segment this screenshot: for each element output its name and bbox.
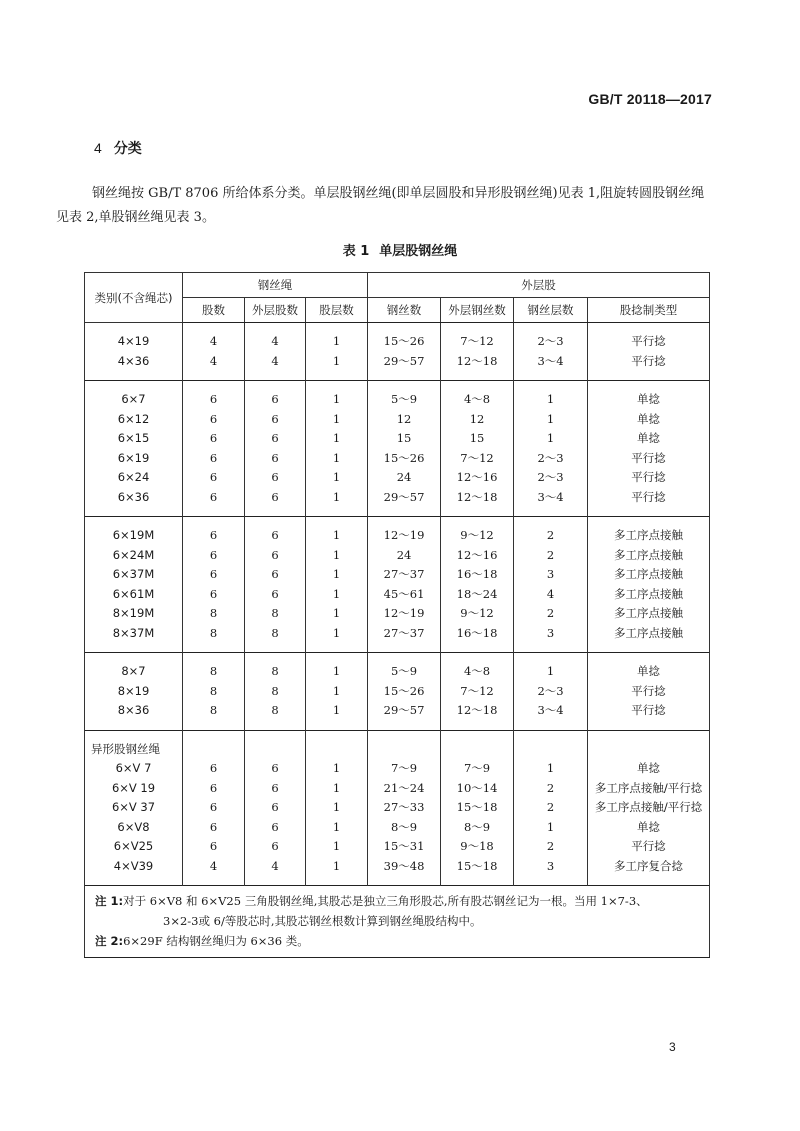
cell-value-wire-layers: 3～4 bbox=[537, 703, 564, 717]
table-group bbox=[85, 381, 710, 517]
cell-value-outer-strands: 6 bbox=[271, 761, 279, 775]
cell-value-outer-strands: 6 bbox=[271, 819, 279, 834]
cell-value-outer-strands: 8 bbox=[271, 606, 279, 620]
cell-value-lay-type: 平行捻 bbox=[631, 450, 666, 465]
cell-value-wire-layers: 3 bbox=[546, 858, 555, 873]
cell-value-strand-layers: 1 bbox=[332, 470, 341, 484]
cell-value-category: 6×36 bbox=[117, 489, 150, 504]
cell-value-wires: 15～26 bbox=[383, 450, 425, 465]
cell-value-category: 8×37M bbox=[112, 625, 155, 640]
header-strand-layers: 股层数 bbox=[306, 298, 368, 323]
cell-value-strands: 8 bbox=[209, 664, 218, 678]
cell-value-wires: 27～37 bbox=[383, 625, 425, 640]
cell-value-outer-wires: 18～24 bbox=[456, 586, 498, 601]
cell-value-strand-layers: 1 bbox=[332, 761, 341, 775]
cell-value-lay-type: 多工序点接触 bbox=[614, 606, 684, 620]
cell-value-outer-strands: 6 bbox=[271, 392, 279, 406]
cell-wire-layers bbox=[514, 381, 588, 517]
cell-value-strand-layers: 1 bbox=[332, 664, 341, 678]
note bbox=[85, 931, 709, 951]
cell-value-category: 4×36 bbox=[117, 353, 150, 368]
cell-value-outer-strands: 6 bbox=[271, 528, 279, 542]
cell-value-wires: 27～37 bbox=[383, 567, 425, 581]
classification-table bbox=[84, 272, 710, 958]
cell-value-outer-strands: 4 bbox=[271, 334, 279, 348]
cell-value-wires: 12～19 bbox=[383, 528, 425, 542]
cell-value-wires: 15 bbox=[396, 431, 412, 445]
note-tag: 注 2: bbox=[95, 934, 124, 948]
cell-value-category: 6×V25 bbox=[113, 839, 154, 853]
cell-value-wires: 8～9 bbox=[390, 819, 418, 834]
cell-value-wire-layers: 2 bbox=[546, 800, 555, 814]
cell-value-lay-type: 多工序复合捻 bbox=[614, 858, 684, 873]
cell-value-wire-layers: 4 bbox=[546, 586, 555, 601]
cell-value-wire-layers: 2 bbox=[546, 606, 555, 620]
cell-value-wire-layers: 3 bbox=[546, 567, 555, 581]
cell-value-wires: 15～26 bbox=[383, 334, 425, 348]
cell-lay-type bbox=[588, 381, 710, 517]
cell-value-category: 6×37M bbox=[112, 567, 155, 581]
cell-value-wire-layers: 2 bbox=[546, 547, 555, 562]
cell-outer-strands bbox=[245, 730, 306, 886]
cell-value-outer-wires: 15～18 bbox=[456, 800, 498, 814]
cell-category bbox=[85, 381, 183, 517]
cell-value-wires: 29～57 bbox=[383, 703, 425, 717]
cell-category bbox=[85, 517, 183, 653]
cell-value-lay-type: 平行捻 bbox=[631, 334, 666, 348]
cell-value-outer-wires: 9～12 bbox=[460, 528, 494, 542]
spacer bbox=[306, 740, 367, 760]
cell-value-wire-layers: 1 bbox=[546, 411, 555, 426]
cell-strands bbox=[183, 517, 245, 653]
table-row bbox=[85, 653, 710, 731]
cell-value-outer-wires: 7～12 bbox=[460, 334, 494, 348]
cell-strand-layers bbox=[306, 517, 368, 653]
cell-value-strand-layers: 1 bbox=[332, 683, 341, 698]
page-number: 3 bbox=[669, 1040, 676, 1054]
cell-value-wires: 29～57 bbox=[383, 489, 425, 504]
spacer bbox=[588, 740, 709, 760]
cell-lay-type bbox=[588, 323, 710, 381]
note bbox=[85, 891, 709, 911]
table-group bbox=[85, 653, 710, 731]
cell-value-outer-wires: 9～18 bbox=[460, 839, 494, 853]
cell-value-strands: 6 bbox=[209, 470, 218, 484]
cell-value-strands: 6 bbox=[209, 528, 218, 542]
cell-value-wire-layers: 1 bbox=[546, 819, 555, 834]
cell-value-strand-layers: 1 bbox=[332, 392, 341, 406]
cell-value-lay-type: 多工序点接触 bbox=[614, 625, 684, 640]
cell-value-wires: 5～9 bbox=[390, 392, 418, 406]
cell-wires bbox=[368, 381, 441, 517]
table-group bbox=[85, 517, 710, 653]
cell-value-wire-layers: 1 bbox=[546, 431, 555, 445]
cell-value-strands: 6 bbox=[209, 489, 218, 504]
table-group bbox=[85, 323, 710, 381]
cell-value-lay-type: 平行捻 bbox=[631, 703, 666, 717]
cell-value-outer-wires: 16～18 bbox=[456, 625, 498, 640]
cell-value-outer-wires: 12～18 bbox=[456, 703, 498, 717]
cell-value-outer-strands: 6 bbox=[271, 489, 279, 504]
cell-value-wire-layers: 2 bbox=[546, 839, 555, 853]
cell-value-category: 8×36 bbox=[117, 703, 150, 717]
cell-value-outer-wires: 10～14 bbox=[456, 780, 498, 795]
cell-value-strand-layers: 1 bbox=[332, 547, 341, 562]
cell-wire-layers bbox=[514, 517, 588, 653]
cell-value-outer-strands: 6 bbox=[271, 431, 279, 445]
cell-outer-wires bbox=[441, 517, 514, 653]
cell-value-outer-wires: 12 bbox=[469, 411, 485, 426]
cell-value-wires: 27～33 bbox=[383, 800, 425, 814]
cell-outer-strands bbox=[245, 381, 306, 517]
cell-value-strand-layers: 1 bbox=[332, 334, 341, 348]
cell-strand-layers bbox=[306, 653, 368, 731]
cell-value-strands: 6 bbox=[209, 567, 218, 581]
cell-value-wires: 29～57 bbox=[383, 353, 425, 368]
cell-value-outer-wires: 12～16 bbox=[456, 470, 498, 484]
header-outer-wires: 外层钢丝数 bbox=[441, 298, 514, 323]
cell-value-category: 6×15 bbox=[117, 431, 150, 445]
spacer bbox=[368, 740, 440, 760]
cell-value-strands: 6 bbox=[209, 839, 218, 853]
cell-value-category: 8×19M bbox=[112, 606, 155, 620]
note-continuation: 3×2-3或 6/等股芯时,其股芯钢丝根数计算到钢丝绳股结构中。 bbox=[163, 914, 482, 928]
cell-lay-type bbox=[588, 730, 710, 886]
cell-strands bbox=[183, 381, 245, 517]
cell-lay-type bbox=[588, 653, 710, 731]
cell-value-wires: 12～19 bbox=[383, 606, 425, 620]
cell-value-strands: 6 bbox=[209, 761, 218, 775]
header-lay-type: 股捻制类型 bbox=[588, 298, 710, 323]
cell-wire-layers bbox=[514, 653, 588, 731]
cell-value-strand-layers: 1 bbox=[332, 586, 341, 601]
cell-value-category: 6×19 bbox=[117, 450, 150, 465]
table-row bbox=[85, 381, 710, 517]
cell-value-category: 6×12 bbox=[117, 411, 150, 426]
cell-value-wire-layers: 2 bbox=[546, 528, 555, 542]
section-number: 4 bbox=[94, 140, 102, 156]
cell-value-strand-layers: 1 bbox=[332, 606, 341, 620]
header-wire-layers: 钢丝层数 bbox=[514, 298, 588, 323]
cell-value-strand-layers: 1 bbox=[332, 489, 341, 504]
section-title: 分类 bbox=[113, 141, 142, 157]
cell-outer-wires bbox=[441, 653, 514, 731]
cell-value-outer-strands: 6 bbox=[271, 780, 279, 795]
cell-value-outer-wires: 7～9 bbox=[463, 761, 491, 775]
cell-value-strands: 8 bbox=[209, 606, 218, 620]
cell-value-outer-wires: 7～12 bbox=[460, 683, 494, 698]
spacer bbox=[441, 740, 513, 760]
cell-strands bbox=[183, 323, 245, 381]
cell-value-outer-wires: 16～18 bbox=[456, 567, 498, 581]
cell-value-lay-type: 单捻 bbox=[637, 664, 661, 678]
standard-code: GB/T 20118—2017 bbox=[588, 91, 712, 107]
cell-value-outer-wires: 4～8 bbox=[463, 392, 491, 406]
cell-lay-type bbox=[588, 517, 710, 653]
cell-value-outer-wires: 4～8 bbox=[463, 664, 491, 678]
cell-value-strands: 4 bbox=[209, 353, 218, 368]
cell-value-category: 6×V 19 bbox=[111, 780, 156, 795]
cell-value-lay-type: 平行捻 bbox=[631, 839, 666, 853]
cell-value-wires: 15～31 bbox=[383, 839, 425, 853]
cell-value-outer-wires: 15～18 bbox=[456, 858, 498, 873]
notes-cell bbox=[85, 886, 710, 958]
cell-strands bbox=[183, 653, 245, 731]
cell-value-outer-strands: 8 bbox=[271, 703, 279, 717]
cell-wires bbox=[368, 653, 441, 731]
cell-value-lay-type: 平行捻 bbox=[631, 353, 666, 368]
cell-value-category: 6×24 bbox=[117, 470, 150, 484]
cell-value-category: 6×24M bbox=[112, 547, 155, 562]
cell-value-lay-type: 单捻 bbox=[637, 411, 661, 426]
cell-value-outer-strands: 6 bbox=[271, 547, 279, 562]
cell-value-outer-strands: 6 bbox=[271, 411, 279, 426]
header-strands: 股数 bbox=[183, 298, 245, 323]
header-category: 类别(不含绳芯) bbox=[85, 273, 183, 323]
cell-value-wires: 21～24 bbox=[383, 780, 425, 795]
cell-value-wires: 45～61 bbox=[383, 586, 425, 601]
cell-value-lay-type: 平行捻 bbox=[631, 489, 666, 504]
cell-value-wires: 24 bbox=[396, 547, 412, 562]
cell-outer-wires bbox=[441, 323, 514, 381]
cell-wires bbox=[368, 323, 441, 381]
cell-value-lay-type: 单捻 bbox=[637, 392, 661, 406]
cell-value-lay-type: 单捻 bbox=[637, 431, 661, 445]
cell-outer-wires bbox=[441, 381, 514, 517]
cell-value-strands: 8 bbox=[209, 683, 218, 698]
cell-value-strands: 6 bbox=[209, 450, 218, 465]
cell-value-outer-strands: 8 bbox=[271, 683, 279, 698]
cell-value-lay-type: 平行捻 bbox=[631, 683, 666, 698]
cell-category bbox=[85, 323, 183, 381]
header-group-outer-strand: 外层股 bbox=[368, 273, 710, 298]
cell-outer-strands bbox=[245, 653, 306, 731]
cell-outer-wires bbox=[441, 730, 514, 886]
cell-value-strand-layers: 1 bbox=[332, 625, 341, 640]
cell-value-category: 6×19M bbox=[112, 528, 155, 542]
cell-value-outer-wires: 7～12 bbox=[460, 450, 494, 465]
cell-value-lay-type: 平行捻 bbox=[631, 470, 666, 484]
cell-value-strand-layers: 1 bbox=[332, 839, 341, 853]
cell-value-category: 6×61M bbox=[112, 586, 155, 601]
cell-strand-layers bbox=[306, 323, 368, 381]
spacer bbox=[514, 740, 587, 760]
cell-value-strands: 6 bbox=[209, 431, 218, 445]
cell-value-outer-strands: 6 bbox=[271, 567, 279, 581]
cell-value-outer-strands: 4 bbox=[271, 353, 279, 368]
cell-wires bbox=[368, 517, 441, 653]
cell-value-strands: 6 bbox=[209, 780, 218, 795]
cell-value-outer-strands: 8 bbox=[271, 625, 279, 640]
cell-value-lay-type: 多工序点接触/平行捻 bbox=[594, 800, 703, 814]
spacer bbox=[183, 740, 244, 760]
cell-wire-layers bbox=[514, 323, 588, 381]
section-heading bbox=[94, 138, 142, 158]
cell-value-wire-layers: 2～3 bbox=[537, 683, 564, 698]
cell-value-outer-wires: 8～9 bbox=[463, 819, 491, 834]
cell-value-strands: 6 bbox=[209, 800, 218, 814]
cell-strand-layers bbox=[306, 381, 368, 517]
note-text: 对于 6×V8 和 6×V25 三角股钢丝绳,其股芯是独立三角形股芯,所有股芯钢丝记为一根。当用 1×7-3、 bbox=[123, 894, 648, 908]
cell-value-outer-wires: 12～18 bbox=[456, 489, 498, 504]
cell-value-lay-type: 单捻 bbox=[637, 761, 661, 775]
cell-value-outer-strands: 6 bbox=[271, 839, 279, 853]
header-wires: 钢丝数 bbox=[368, 298, 441, 323]
cell-value-wires: 15～26 bbox=[383, 683, 425, 698]
cell-strand-layers bbox=[306, 730, 368, 886]
table-caption bbox=[0, 240, 800, 259]
cell-value-category: 8×19 bbox=[117, 683, 150, 698]
cell-value-category: 6×V 7 bbox=[115, 761, 152, 775]
cell-value-outer-wires: 12～16 bbox=[456, 547, 498, 562]
cell-value-wires: 24 bbox=[396, 470, 412, 484]
cell-value-wires: 5～9 bbox=[390, 664, 418, 678]
cell-value-strands: 8 bbox=[209, 703, 218, 717]
cell-value-category: 6×V 37 bbox=[111, 800, 156, 814]
cell-value-category: 4×V39 bbox=[113, 858, 154, 873]
cell-value-category: 6×V8 bbox=[117, 819, 150, 834]
cell-outer-strands bbox=[245, 323, 306, 381]
cell-value-lay-type: 多工序点接触 bbox=[614, 528, 684, 542]
cell-value-lay-type: 多工序点接触 bbox=[614, 567, 684, 581]
table-header bbox=[85, 273, 710, 323]
cell-value-strands: 6 bbox=[209, 411, 218, 426]
cell-value-outer-strands: 6 bbox=[271, 800, 279, 814]
note-text: 6×29F 结构钢丝绳归为 6×36 类。 bbox=[123, 934, 309, 948]
cell-value-lay-type: 单捻 bbox=[637, 819, 661, 834]
table-group bbox=[85, 730, 710, 886]
cell-value-wire-layers: 2 bbox=[546, 780, 555, 795]
cell-value-wire-layers: 2～3 bbox=[537, 450, 564, 465]
cell-value-wire-layers: 3 bbox=[546, 625, 555, 640]
cell-value-strand-layers: 1 bbox=[332, 780, 341, 795]
table-row bbox=[85, 517, 710, 653]
cell-value-strands: 6 bbox=[209, 819, 218, 834]
cell-category bbox=[85, 653, 183, 731]
cell-value-category: 4×19 bbox=[117, 334, 150, 348]
intro-paragraph: 钢丝绳按 GB/T 8706 所给体系分类。单层股钢丝绳(即单层圆股和异形股钢丝绳)见表 1,阻旋转圆股钢丝绳见表 2,单股钢丝绳见表 3。 bbox=[56, 186, 705, 225]
cell-value-strand-layers: 1 bbox=[332, 411, 341, 426]
cell-value-strand-layers: 1 bbox=[332, 567, 341, 581]
cell-value-wire-layers: 2～3 bbox=[537, 334, 564, 348]
table-notes bbox=[85, 886, 710, 958]
cell-value-strands: 6 bbox=[209, 392, 218, 406]
cell-value-strand-layers: 1 bbox=[332, 819, 341, 834]
cell-value-wires: 39～48 bbox=[383, 858, 425, 873]
cell-value-wire-layers: 3～4 bbox=[537, 353, 564, 368]
cell-category bbox=[85, 730, 183, 886]
cell-value-outer-wires: 9～12 bbox=[460, 606, 494, 620]
cell-value-outer-strands: 6 bbox=[271, 450, 279, 465]
cell-value-wire-layers: 2～3 bbox=[537, 470, 564, 484]
header-group-rope: 钢丝绳 bbox=[183, 273, 368, 298]
cell-value-wire-layers: 3～4 bbox=[537, 489, 564, 504]
table-caption-title: 单层股钢丝绳 bbox=[379, 244, 458, 259]
cell-value-strands: 6 bbox=[209, 586, 218, 601]
header-outer-strands: 外层股数 bbox=[245, 298, 306, 323]
group-label: 异形股钢丝绳 bbox=[91, 741, 160, 756]
cell-value-outer-strands: 6 bbox=[271, 586, 279, 601]
cell-value-strands: 4 bbox=[209, 858, 218, 873]
cell-value-wires: 12 bbox=[396, 411, 412, 426]
cell-value-wire-layers: 1 bbox=[546, 761, 555, 775]
cell-value-strands: 6 bbox=[209, 547, 218, 562]
cell-value-lay-type: 多工序点接触/平行捻 bbox=[594, 780, 703, 795]
spacer bbox=[245, 740, 305, 760]
cell-value-strand-layers: 1 bbox=[332, 703, 341, 717]
table-row bbox=[85, 730, 710, 886]
cell-value-lay-type: 多工序点接触 bbox=[614, 586, 684, 601]
cell-value-wire-layers: 1 bbox=[546, 392, 555, 406]
cell-value-strand-layers: 1 bbox=[332, 528, 341, 542]
cell-value-outer-strands: 4 bbox=[271, 858, 279, 873]
cell-value-category: 6×7 bbox=[121, 392, 146, 406]
cell-value-strand-layers: 1 bbox=[332, 431, 341, 445]
cell-value-strands: 8 bbox=[209, 625, 218, 640]
cell-value-strand-layers: 1 bbox=[332, 353, 341, 368]
cell-value-outer-wires: 12～18 bbox=[456, 353, 498, 368]
cell-value-strands: 4 bbox=[209, 334, 218, 348]
table-row bbox=[85, 323, 710, 381]
cell-value-strand-layers: 1 bbox=[332, 450, 341, 465]
cell-value-strand-layers: 1 bbox=[332, 858, 341, 873]
table-caption-label: 表 1 bbox=[342, 244, 370, 259]
cell-strands bbox=[183, 730, 245, 886]
cell-value-outer-strands: 8 bbox=[271, 664, 279, 678]
cell-value-lay-type: 多工序点接触 bbox=[614, 547, 684, 562]
cell-wires bbox=[368, 730, 441, 886]
cell-value-outer-wires: 15 bbox=[469, 431, 485, 445]
cell-outer-strands bbox=[245, 517, 306, 653]
cell-value-outer-strands: 6 bbox=[271, 470, 279, 484]
note-tag: 注 1: bbox=[95, 894, 124, 908]
cell-value-category: 8×7 bbox=[121, 664, 146, 678]
cell-value-strand-layers: 1 bbox=[332, 800, 341, 814]
cell-value-wire-layers: 1 bbox=[546, 664, 555, 678]
cell-wire-layers bbox=[514, 730, 588, 886]
cell-value-wires: 7～9 bbox=[390, 761, 418, 775]
